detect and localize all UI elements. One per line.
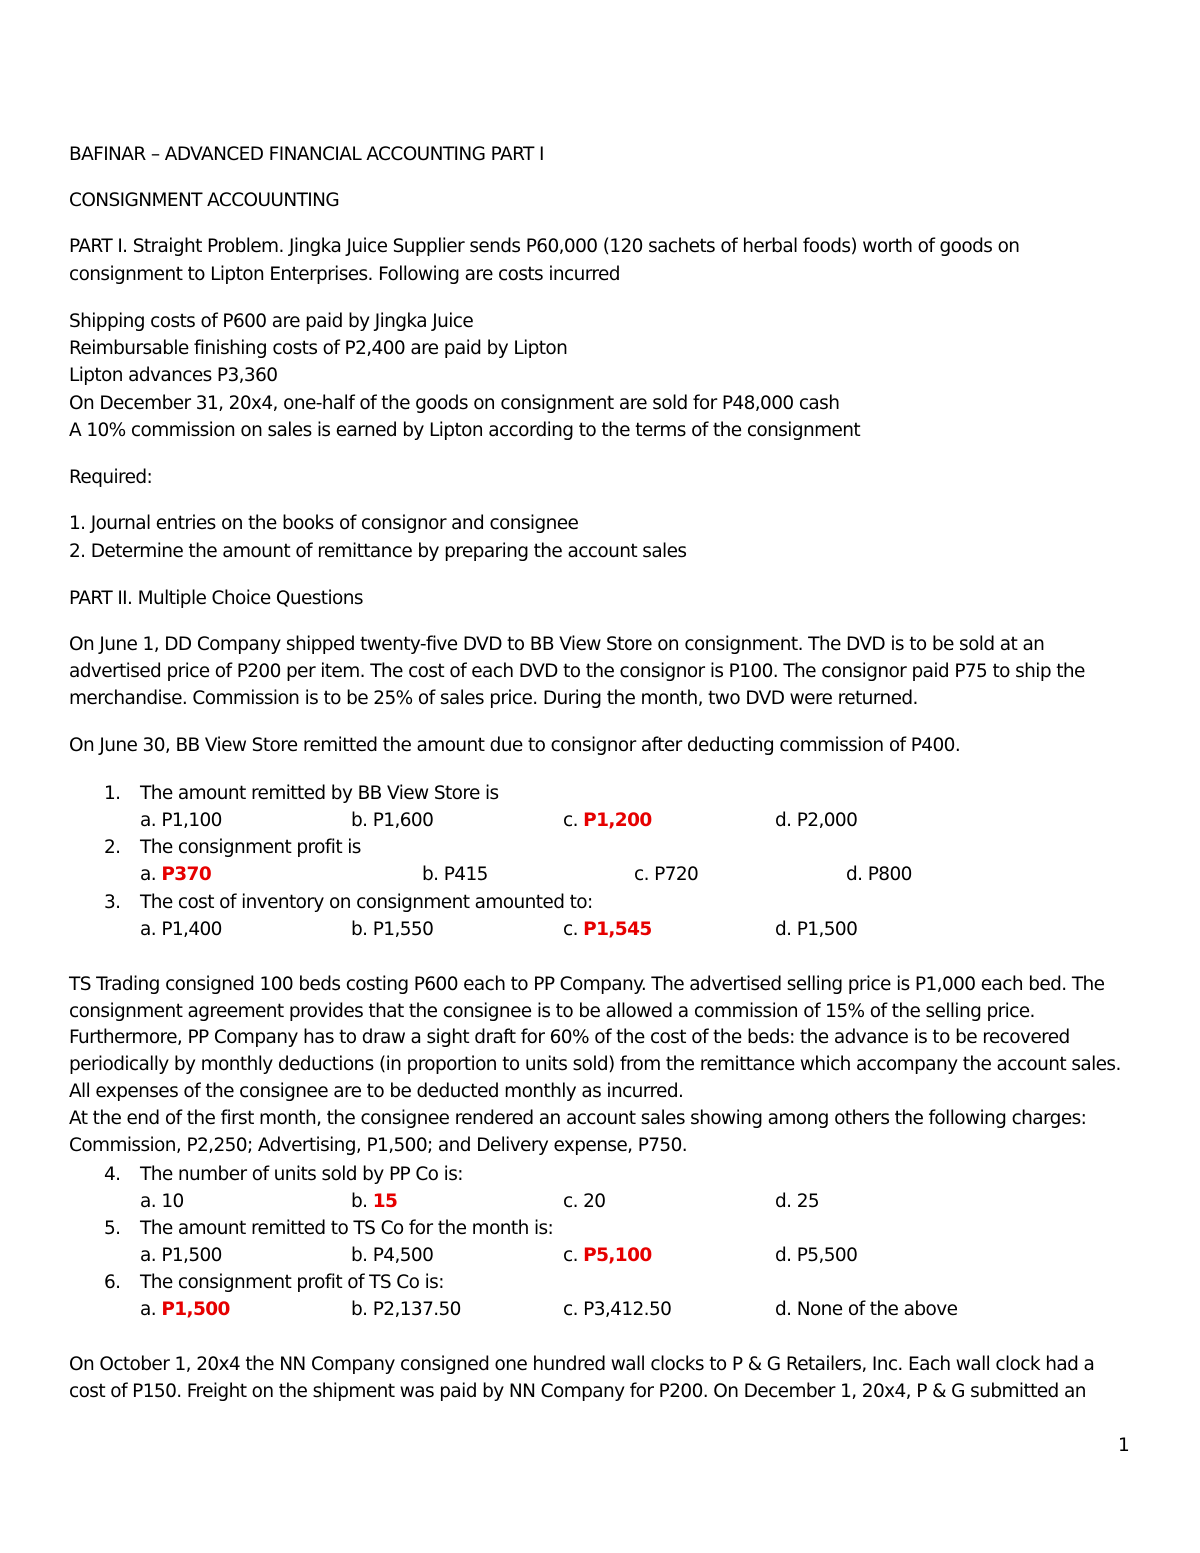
case1-remittance-line: On June 30, BB View Store remitted the amount due to consignor after deducting commission of P400.: [69, 735, 961, 756]
option-b: b. P1,550: [351, 919, 434, 940]
question-text: The consignment profit of TS Co is:: [140, 1272, 444, 1293]
option-c: c. P3,412.50: [563, 1299, 672, 1320]
case2-line: TS Trading consigned 100 beds costing P600 each to PP Company. The advertised selling price is P1,000 each bed. The: [69, 974, 1105, 995]
part2-heading: PART II. Multiple Choice Questions: [69, 588, 363, 609]
option-a: a. 10: [140, 1191, 184, 1212]
case1-line: merchandise. Commission is to be 25% of sales price. During the month, two DVD were returned.: [69, 688, 918, 709]
topic-heading: CONSIGNMENT ACCOUUNTING: [69, 190, 340, 211]
case3-line: On October 1, 20x4 the NN Company consigned one hundred wall clocks to P & G Retailers, Inc. Each wall clock had a: [69, 1354, 1095, 1375]
option-a: a. P1,400: [140, 919, 222, 940]
cost-item: A 10% commission on sales is earned by Lipton according to the terms of the consignment: [69, 420, 861, 441]
question-text: The amount remitted to TS Co for the month is:: [140, 1218, 554, 1239]
option-b: b. P2,137.50: [351, 1299, 461, 1320]
option-d: d. P1,500: [775, 919, 858, 940]
option-c: c. P720: [634, 864, 699, 885]
cost-item: Lipton advances P3,360: [69, 365, 278, 386]
cost-item: Reimbursable finishing costs of P2,400 are paid by Lipton: [69, 338, 568, 359]
question-text: The consignment profit is: [140, 837, 361, 858]
cost-item: On December 31, 20x4, one-half of the goods on consignment are sold for P48,000 cash: [69, 393, 840, 414]
correct-answer: P370: [161, 864, 212, 885]
option-a: a. P1,500: [140, 1245, 222, 1266]
question-number: 3.: [104, 892, 121, 913]
correct-answer: P1,200: [583, 810, 652, 831]
part1-intro-line2: consignment to Lipton Enterprises. Following are costs incurred: [69, 264, 620, 285]
option-a: a. P1,100: [140, 810, 222, 831]
option-d: d. 25: [775, 1191, 820, 1212]
question-number: 5.: [104, 1218, 121, 1239]
course-title: BAFINAR – ADVANCED FINANCIAL ACCOUNTING PART I: [69, 144, 544, 165]
question-number: 1.: [104, 783, 121, 804]
option-b: b. P1,600: [351, 810, 434, 831]
case2-line: Furthermore, PP Company has to draw a sight draft for 60% of the cost of the beds: the advance is to be recovered: [69, 1027, 1070, 1048]
option-d: d. P5,500: [775, 1245, 858, 1266]
question-number: 6.: [104, 1272, 121, 1293]
requirement-item: 1. Journal entries on the books of consignor and consignee: [69, 513, 579, 534]
correct-answer: P1,500: [161, 1299, 230, 1320]
part1-intro-line1: PART I. Straight Problem. Jingka Juice Supplier sends P60,000 (120 sachets of herbal foods) worth of goods on: [69, 236, 1020, 257]
case2-line: periodically by monthly deductions (in proportion to units sold) from the remittance which accompany the account sales.: [69, 1054, 1121, 1075]
option-b-correct: b. 15: [351, 1191, 398, 1212]
question-number: 4.: [104, 1164, 121, 1185]
question-text: The amount remitted by BB View Store is: [140, 783, 499, 804]
option-c: c. 20: [563, 1191, 606, 1212]
option-d: d. None of the above: [775, 1299, 958, 1320]
case2-line: Commission, P2,250; Advertising, P1,500; and Delivery expense, P750.: [69, 1135, 688, 1156]
case2-line: consignment agreement provides that the consignee is to be allowed a commission of 15% of the selling price.: [69, 1001, 1035, 1022]
correct-answer: P1,545: [583, 919, 652, 940]
case2-line: All expenses of the consignee are to be deducted monthly as incurred.: [69, 1081, 684, 1102]
option-d: d. P800: [846, 864, 912, 885]
correct-answer: P5,100: [583, 1245, 652, 1266]
case1-line: On June 1, DD Company shipped twenty-five DVD to BB View Store on consignment. The DVD is to be sold at an: [69, 634, 1045, 655]
case3-line: cost of P150. Freight on the shipment was paid by NN Company for P200. On December 1, 20x4, P & G submitted an: [69, 1381, 1086, 1402]
cost-item: Shipping costs of P600 are paid by Jingka Juice: [69, 311, 474, 332]
case2-line: At the end of the first month, the consignee rendered an account sales showing among others the following charges:: [69, 1108, 1087, 1129]
option-c-correct: c. P1,545: [563, 919, 652, 940]
case1-line: advertised price of P200 per item. The cost of each DVD to the consignor is P100. The consignor paid P75 to ship the: [69, 661, 1085, 682]
question-number: 2.: [104, 837, 121, 858]
requirement-item: 2. Determine the amount of remittance by preparing the account sales: [69, 541, 687, 562]
option-c-correct: c. P1,200: [563, 810, 652, 831]
option-c-correct: c. P5,100: [563, 1245, 652, 1266]
option-d: d. P2,000: [775, 810, 858, 831]
required-label: Required:: [69, 467, 153, 488]
page-number: 1: [1118, 1435, 1130, 1456]
correct-answer: 15: [372, 1191, 398, 1212]
option-a-correct: a. P370: [140, 864, 212, 885]
question-text: The cost of inventory on consignment amounted to:: [140, 892, 593, 913]
option-a-correct: a. P1,500: [140, 1299, 230, 1320]
option-b: b. P4,500: [351, 1245, 434, 1266]
option-b: b. P415: [422, 864, 488, 885]
question-text: The number of units sold by PP Co is:: [140, 1164, 463, 1185]
